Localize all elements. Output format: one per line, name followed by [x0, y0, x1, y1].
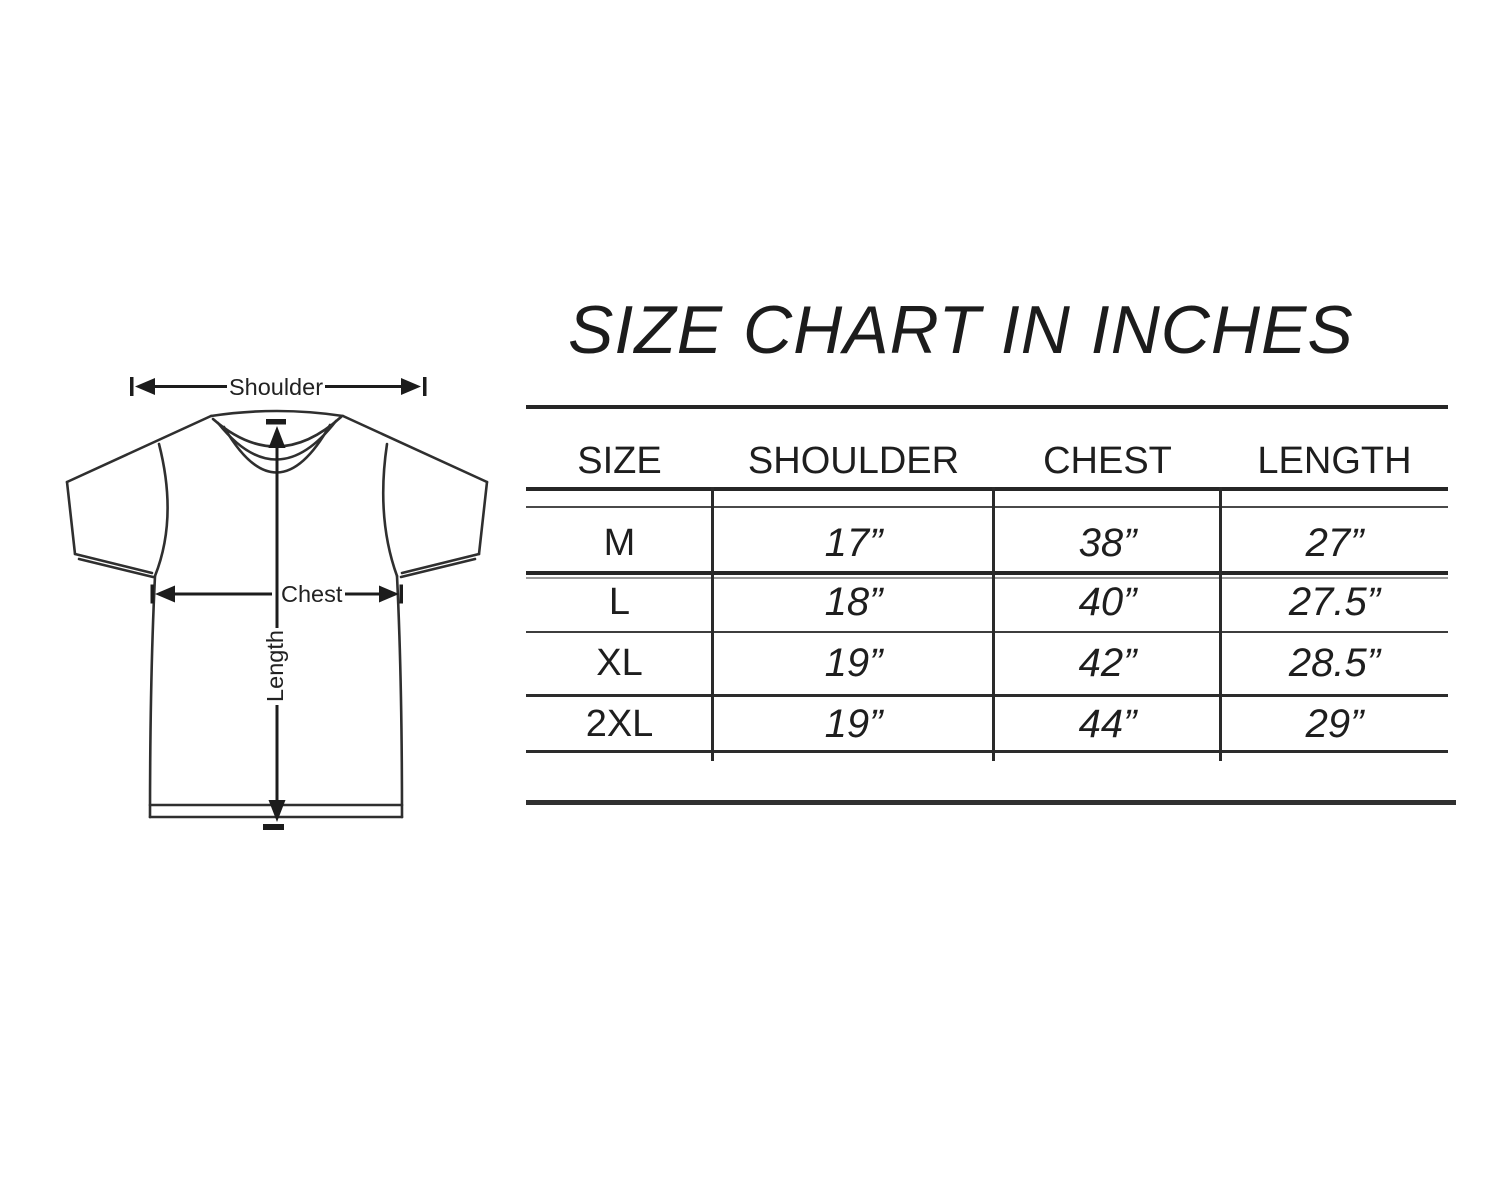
row-xl-shoulder: 19”: [824, 640, 883, 685]
header-shoulder: SHOULDER: [747, 439, 960, 482]
row-m-shoulder: 17”: [824, 520, 883, 565]
left-shoulder-line: [67, 416, 211, 482]
header-chest: CHEST: [1043, 439, 1172, 482]
shoulder-label: Shoulder: [228, 374, 324, 400]
shoulder-left-tick: [130, 377, 134, 396]
left-sleeve-edge: [67, 482, 75, 554]
row-xl-chest: 42”: [1078, 640, 1137, 685]
length-top-tick: [266, 419, 286, 425]
right-cuff-inner-line: [401, 559, 475, 577]
footer-rule: [526, 800, 1456, 805]
chest-left-tick: [151, 585, 155, 604]
shoulder-arrow: [130, 374, 427, 400]
chest-right-arrowhead: [379, 586, 399, 603]
page-title: SIZE CHART IN INCHES: [568, 292, 1354, 368]
header-size: SIZE: [577, 439, 662, 482]
row-2xl-shoulder: 19”: [824, 701, 883, 746]
row-l-chest: 40”: [1078, 579, 1137, 624]
shoulder-right-arrowhead: [401, 378, 421, 395]
left-body-edge: [150, 576, 155, 817]
table-top-rule: [526, 405, 1448, 409]
chest-label: Chest: [281, 581, 343, 607]
length-bottom-tick: [263, 824, 284, 830]
row-xl-length: 28.5”: [1288, 640, 1381, 685]
row-m-length: 27”: [1305, 520, 1364, 565]
left-cuff-line: [75, 554, 152, 573]
left-armhole-seam: [155, 444, 168, 576]
right-sleeve-edge: [479, 482, 487, 554]
tshirt-diagram: [55, 358, 500, 843]
row-2xl-chest: 44”: [1078, 701, 1137, 746]
row-l-shoulder: 18”: [824, 579, 883, 624]
right-body-edge: [397, 576, 402, 817]
header-length: LENGTH: [1257, 439, 1412, 482]
row-m-chest: 38”: [1078, 520, 1137, 565]
chest-left-arrowhead: [155, 586, 175, 603]
length-up-arrowhead: [269, 426, 286, 448]
chest-right-tick: [400, 585, 404, 604]
row-m-size-label: M: [603, 521, 636, 564]
size-table: [526, 405, 1448, 767]
row-l-length: 27.5”: [1288, 579, 1381, 624]
length-label: Length: [262, 630, 288, 702]
row-l-size-label: L: [608, 580, 631, 623]
left-cuff-inner-line: [79, 559, 153, 577]
row-2xl-size-label: 2XL: [585, 702, 654, 745]
length-arrow: [262, 419, 288, 830]
length-down-arrowhead: [269, 800, 286, 822]
shoulder-right-tick: [423, 377, 427, 396]
right-armhole-seam: [383, 444, 397, 576]
right-cuff-line: [402, 554, 479, 573]
shoulder-left-arrowhead: [135, 378, 155, 395]
row-2xl-length: 29”: [1305, 701, 1364, 746]
right-shoulder-line: [343, 416, 487, 482]
table-spacer-rule: [526, 506, 1448, 508]
row-xl-size-label: XL: [596, 641, 643, 684]
collar-top-line: [211, 411, 343, 416]
